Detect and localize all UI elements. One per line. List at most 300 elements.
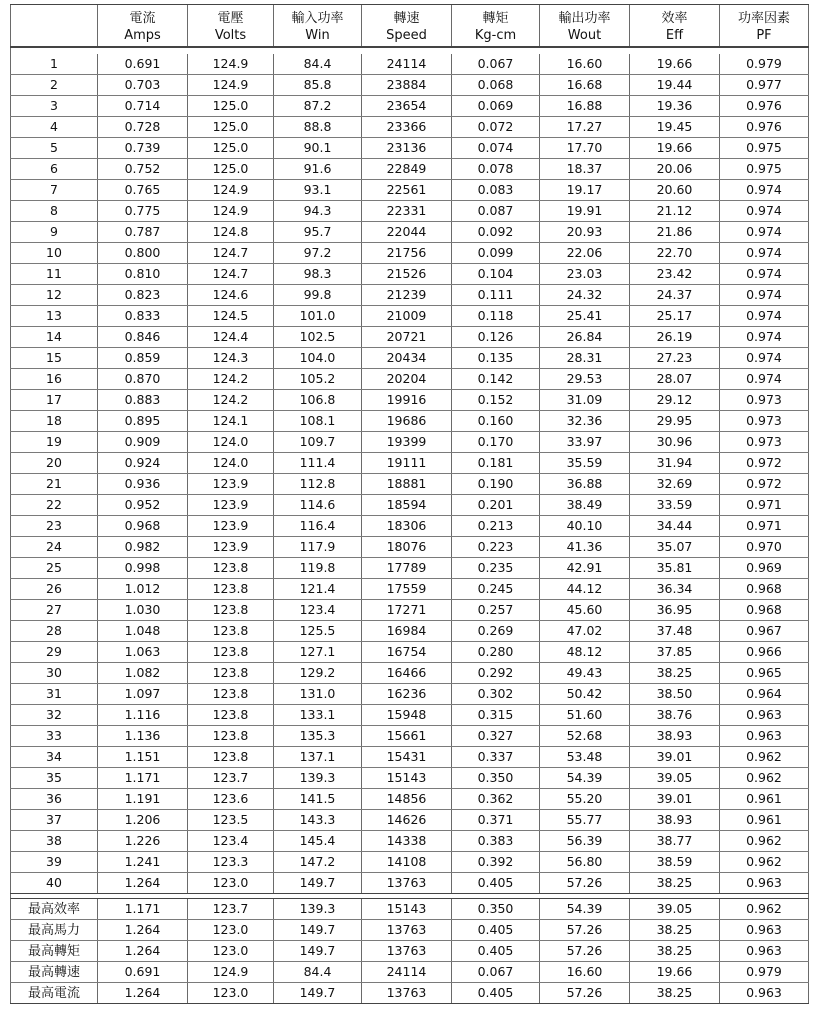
- table-row: [10, 516, 809, 537]
- table-cell: 14856: [362, 789, 452, 809]
- summary-cell: 38.25: [630, 983, 720, 1003]
- table-cell: 21239: [362, 285, 452, 305]
- table-cell: 0.968: [98, 516, 188, 536]
- header-en-label: PF: [756, 28, 772, 43]
- table-cell: 18881: [362, 474, 452, 494]
- table-row: [10, 726, 809, 747]
- summary-cell: 0.963: [720, 941, 809, 961]
- table-row: [10, 747, 809, 768]
- table-cell: 0.969: [720, 558, 809, 578]
- row-index: 32: [10, 705, 98, 725]
- row-index: 17: [10, 390, 98, 410]
- table-cell: 38.50: [630, 684, 720, 704]
- table-cell: 108.1: [274, 411, 362, 431]
- table-row: [10, 873, 809, 894]
- table-cell: 20721: [362, 327, 452, 347]
- summary-cell: 0.405: [452, 941, 540, 961]
- table-cell: 0.752: [98, 159, 188, 179]
- table-cell: 123.8: [188, 600, 274, 620]
- table-cell: 24114: [362, 54, 452, 74]
- table-cell: 0.087: [452, 201, 540, 221]
- table-cell: 123.0: [188, 873, 274, 893]
- table-cell: 28.31: [540, 348, 630, 368]
- table-cell: 101.0: [274, 306, 362, 326]
- table-cell: 1.206: [98, 810, 188, 830]
- summary-cell: 1.264: [98, 941, 188, 961]
- table-cell: 16.60: [540, 54, 630, 74]
- table-cell: 38.59: [630, 852, 720, 872]
- table-cell: 20204: [362, 369, 452, 389]
- table-cell: 99.8: [274, 285, 362, 305]
- table-row: [10, 180, 809, 201]
- table-cell: 0.963: [720, 726, 809, 746]
- table-cell: 121.4: [274, 579, 362, 599]
- table-cell: 21.12: [630, 201, 720, 221]
- table-cell: 49.43: [540, 663, 630, 683]
- table-cell: 0.961: [720, 789, 809, 809]
- header-zh-label: 效率: [661, 11, 688, 26]
- table-cell: 55.77: [540, 810, 630, 830]
- table-cell: 38.25: [630, 873, 720, 893]
- table-row: [10, 642, 809, 663]
- table-cell: 84.4: [274, 54, 362, 74]
- summary-cell: 54.39: [540, 899, 630, 919]
- summary-cell: 0.979: [720, 962, 809, 982]
- table-cell: 111.4: [274, 453, 362, 473]
- summary-row: [10, 941, 809, 962]
- table-cell: 94.3: [274, 201, 362, 221]
- summary-cell: 57.26: [540, 983, 630, 1003]
- table-cell: 0.104: [452, 264, 540, 284]
- table-cell: 0.961: [720, 810, 809, 830]
- table-cell: 0.975: [720, 138, 809, 158]
- table-cell: 123.7: [188, 768, 274, 788]
- table-cell: 53.48: [540, 747, 630, 767]
- table-cell: 1.191: [98, 789, 188, 809]
- table-cell: 16984: [362, 621, 452, 641]
- table-cell: 34.44: [630, 516, 720, 536]
- table-cell: 124.8: [188, 222, 274, 242]
- summary-label: 最高馬力: [10, 920, 98, 940]
- header-en-label: Kg-cm: [474, 28, 517, 43]
- table-cell: 56.39: [540, 831, 630, 851]
- table-cell: 124.9: [188, 201, 274, 221]
- summary-cell: 1.264: [98, 983, 188, 1003]
- row-index: 29: [10, 642, 98, 662]
- table-cell: 0.968: [720, 600, 809, 620]
- table-cell: 124.5: [188, 306, 274, 326]
- table-cell: 48.12: [540, 642, 630, 662]
- table-cell: 0.971: [720, 516, 809, 536]
- summary-cell: 123.7: [188, 899, 274, 919]
- table-cell: 16236: [362, 684, 452, 704]
- table-cell: 1.063: [98, 642, 188, 662]
- table-cell: 1.226: [98, 831, 188, 851]
- table-row: [10, 432, 809, 453]
- row-index: 16: [10, 369, 98, 389]
- row-index: 24: [10, 537, 98, 557]
- table-cell: 0.160: [452, 411, 540, 431]
- table-cell: 38.76: [630, 705, 720, 725]
- table-cell: 17.27: [540, 117, 630, 137]
- table-row: [10, 390, 809, 411]
- table-cell: 1.048: [98, 621, 188, 641]
- table-cell: 0.998: [98, 558, 188, 578]
- table-row: [10, 705, 809, 726]
- table-row: [10, 537, 809, 558]
- table-cell: 15431: [362, 747, 452, 767]
- table-cell: 0.691: [98, 54, 188, 74]
- table-cell: 91.6: [274, 159, 362, 179]
- table-cell: 0.405: [452, 873, 540, 893]
- table-cell: 0.714: [98, 96, 188, 116]
- table-cell: 0.787: [98, 222, 188, 242]
- table-cell: 0.213: [452, 516, 540, 536]
- table-cell: 0.833: [98, 306, 188, 326]
- table-row: [10, 621, 809, 642]
- table-row: [10, 789, 809, 810]
- table-cell: 19.66: [630, 54, 720, 74]
- summary-cell: 84.4: [274, 962, 362, 982]
- table-cell: 149.7: [274, 873, 362, 893]
- header-zh-label: 輸入功率: [291, 11, 344, 26]
- table-cell: 0.350: [452, 768, 540, 788]
- row-index: 7: [10, 180, 98, 200]
- table-row: [10, 327, 809, 348]
- table-cell: 119.8: [274, 558, 362, 578]
- table-row: [10, 411, 809, 432]
- table-cell: 0.292: [452, 663, 540, 683]
- table-cell: 0.974: [720, 285, 809, 305]
- table-row: [10, 306, 809, 327]
- table-cell: 0.118: [452, 306, 540, 326]
- table-cell: 0.962: [720, 852, 809, 872]
- table-cell: 0.973: [720, 432, 809, 452]
- row-index: 23: [10, 516, 98, 536]
- table-cell: 0.371: [452, 810, 540, 830]
- summary-cell: 123.0: [188, 941, 274, 961]
- table-cell: 20.06: [630, 159, 720, 179]
- table-cell: 137.1: [274, 747, 362, 767]
- table-cell: 38.25: [630, 663, 720, 683]
- table-cell: 22.70: [630, 243, 720, 263]
- table-cell: 0.973: [720, 390, 809, 410]
- table-cell: 23.42: [630, 264, 720, 284]
- table-cell: 32.69: [630, 474, 720, 494]
- table-cell: 124.9: [188, 180, 274, 200]
- table-cell: 123.8: [188, 579, 274, 599]
- table-cell: 147.2: [274, 852, 362, 872]
- table-cell: 19.91: [540, 201, 630, 221]
- summary-label: 最高電流: [10, 983, 98, 1003]
- table-cell: 17789: [362, 558, 452, 578]
- row-index: 33: [10, 726, 98, 746]
- table-row: [10, 600, 809, 621]
- table-cell: 24.37: [630, 285, 720, 305]
- summary-cell: 1.264: [98, 920, 188, 940]
- table-cell: 0.909: [98, 432, 188, 452]
- table-cell: 20.60: [630, 180, 720, 200]
- table-cell: 38.93: [630, 726, 720, 746]
- table-cell: 124.0: [188, 432, 274, 452]
- table-cell: 0.223: [452, 537, 540, 557]
- row-index: 27: [10, 600, 98, 620]
- table-cell: 14338: [362, 831, 452, 851]
- table-cell: 124.9: [188, 75, 274, 95]
- row-index: 20: [10, 453, 98, 473]
- table-cell: 139.3: [274, 768, 362, 788]
- header-col-6: [540, 5, 630, 46]
- table-cell: 21526: [362, 264, 452, 284]
- table-cell: 123.9: [188, 516, 274, 536]
- table-cell: 0.126: [452, 327, 540, 347]
- table-cell: 105.2: [274, 369, 362, 389]
- table-cell: 39.01: [630, 747, 720, 767]
- table-cell: 18076: [362, 537, 452, 557]
- row-index: 10: [10, 243, 98, 263]
- table-cell: 97.2: [274, 243, 362, 263]
- table-cell: 0.859: [98, 348, 188, 368]
- summary-cell: 0.067: [452, 962, 540, 982]
- row-index: 37: [10, 810, 98, 830]
- table-cell: 123.8: [188, 684, 274, 704]
- table-cell: 123.8: [188, 558, 274, 578]
- table-cell: 0.974: [720, 201, 809, 221]
- summary-cell: 13763: [362, 941, 452, 961]
- table-row: [10, 285, 809, 306]
- table-cell: 27.23: [630, 348, 720, 368]
- table-cell: 124.2: [188, 390, 274, 410]
- summary-cell: 38.25: [630, 920, 720, 940]
- table-cell: 124.3: [188, 348, 274, 368]
- motor-performance-table: [10, 4, 809, 1004]
- table-cell: 23136: [362, 138, 452, 158]
- table-cell: 22849: [362, 159, 452, 179]
- table-cell: 33.59: [630, 495, 720, 515]
- table-cell: 135.3: [274, 726, 362, 746]
- table-cell: 123.8: [188, 726, 274, 746]
- row-index: 25: [10, 558, 98, 578]
- table-cell: 131.0: [274, 684, 362, 704]
- table-cell: 17559: [362, 579, 452, 599]
- table-cell: 0.975: [720, 159, 809, 179]
- table-cell: 123.8: [188, 642, 274, 662]
- table-cell: 17271: [362, 600, 452, 620]
- table-cell: 0.962: [720, 768, 809, 788]
- summary-cell: 13763: [362, 983, 452, 1003]
- table-cell: 45.60: [540, 600, 630, 620]
- table-cell: 0.870: [98, 369, 188, 389]
- table-row: [10, 495, 809, 516]
- table-cell: 19399: [362, 432, 452, 452]
- summary-cell: 15143: [362, 899, 452, 919]
- row-index: 30: [10, 663, 98, 683]
- table-row: [10, 810, 809, 831]
- table-cell: 0.974: [720, 369, 809, 389]
- table-cell: 29.12: [630, 390, 720, 410]
- table-cell: 35.59: [540, 453, 630, 473]
- table-cell: 93.1: [274, 180, 362, 200]
- table-cell: 1.097: [98, 684, 188, 704]
- summary-row: [10, 920, 809, 941]
- table-cell: 0.979: [720, 54, 809, 74]
- table-cell: 44.12: [540, 579, 630, 599]
- table-cell: 1.264: [98, 873, 188, 893]
- table-cell: 1.241: [98, 852, 188, 872]
- table-cell: 0.111: [452, 285, 540, 305]
- table-cell: 0.936: [98, 474, 188, 494]
- table-cell: 0.974: [720, 180, 809, 200]
- summary-label: 最高效率: [10, 899, 98, 919]
- summary-rows: [10, 899, 809, 1004]
- table-cell: 0.235: [452, 558, 540, 578]
- table-cell: 21009: [362, 306, 452, 326]
- table-cell: 0.257: [452, 600, 540, 620]
- table-cell: 36.34: [630, 579, 720, 599]
- table-cell: 88.8: [274, 117, 362, 137]
- summary-row: [10, 899, 809, 920]
- table-row: [10, 264, 809, 285]
- table-cell: 55.20: [540, 789, 630, 809]
- header-zh-label: 電壓: [217, 11, 244, 26]
- header-index: [10, 5, 98, 46]
- header-col-2: [188, 5, 274, 46]
- table-cell: 0.775: [98, 201, 188, 221]
- table-cell: 0.074: [452, 138, 540, 158]
- table-cell: 0.072: [452, 117, 540, 137]
- table-cell: 47.02: [540, 621, 630, 641]
- row-index: 13: [10, 306, 98, 326]
- table-cell: 123.9: [188, 495, 274, 515]
- table-cell: 57.26: [540, 873, 630, 893]
- table-cell: 22044: [362, 222, 452, 242]
- table-cell: 13763: [362, 873, 452, 893]
- table-cell: 124.7: [188, 264, 274, 284]
- table-cell: 124.0: [188, 453, 274, 473]
- row-index: 21: [10, 474, 98, 494]
- table-cell: 0.952: [98, 495, 188, 515]
- header-en-label: Eff: [665, 28, 684, 43]
- summary-cell: 38.25: [630, 941, 720, 961]
- table-cell: 104.0: [274, 348, 362, 368]
- table-cell: 19.36: [630, 96, 720, 116]
- row-index: 4: [10, 117, 98, 137]
- table-cell: 50.42: [540, 684, 630, 704]
- header-en-label: Volts: [214, 28, 247, 43]
- summary-cell: 0.350: [452, 899, 540, 919]
- table-cell: 0.963: [720, 705, 809, 725]
- table-cell: 0.302: [452, 684, 540, 704]
- table-cell: 52.68: [540, 726, 630, 746]
- table-cell: 51.60: [540, 705, 630, 725]
- table-cell: 19.66: [630, 138, 720, 158]
- table-cell: 18.37: [540, 159, 630, 179]
- table-cell: 37.48: [630, 621, 720, 641]
- table-cell: 0.846: [98, 327, 188, 347]
- table-cell: 1.030: [98, 600, 188, 620]
- table-cell: 14626: [362, 810, 452, 830]
- row-index: 31: [10, 684, 98, 704]
- table-row: [10, 831, 809, 852]
- header-col-8: [720, 5, 809, 46]
- table-cell: 28.07: [630, 369, 720, 389]
- table-row: [10, 117, 809, 138]
- summary-row: [10, 962, 809, 983]
- table-cell: 0.970: [720, 537, 809, 557]
- table-row: [10, 75, 809, 96]
- table-cell: 1.082: [98, 663, 188, 683]
- table-cell: 54.39: [540, 768, 630, 788]
- table-cell: 14108: [362, 852, 452, 872]
- table-cell: 23654: [362, 96, 452, 116]
- header-en-label: Win: [305, 28, 330, 43]
- table-cell: 0.245: [452, 579, 540, 599]
- table-cell: 145.4: [274, 831, 362, 851]
- table-cell: 0.974: [720, 348, 809, 368]
- header-zh-label: 轉速: [393, 11, 420, 26]
- table-row: [10, 159, 809, 180]
- table-cell: 123.4: [188, 831, 274, 851]
- summary-cell: 0.963: [720, 983, 809, 1003]
- table-cell: 19916: [362, 390, 452, 410]
- table-cell: 31.09: [540, 390, 630, 410]
- summary-cell: 123.0: [188, 920, 274, 940]
- table-cell: 0.142: [452, 369, 540, 389]
- table-row: [10, 96, 809, 117]
- row-index: 18: [10, 411, 98, 431]
- table-cell: 41.36: [540, 537, 630, 557]
- summary-cell: 13763: [362, 920, 452, 940]
- table-cell: 0.067: [452, 54, 540, 74]
- table-cell: 0.327: [452, 726, 540, 746]
- table-cell: 29.95: [630, 411, 720, 431]
- table-cell: 0.974: [720, 327, 809, 347]
- table-row: [10, 243, 809, 264]
- table-cell: 18306: [362, 516, 452, 536]
- table-cell: 125.0: [188, 96, 274, 116]
- table-cell: 123.4: [274, 600, 362, 620]
- table-cell: 38.93: [630, 810, 720, 830]
- table-cell: 98.3: [274, 264, 362, 284]
- table-cell: 31.94: [630, 453, 720, 473]
- table-cell: 0.728: [98, 117, 188, 137]
- header-en-label: Amps: [124, 28, 161, 43]
- table-cell: 15661: [362, 726, 452, 746]
- table-cell: 22.06: [540, 243, 630, 263]
- table-cell: 85.8: [274, 75, 362, 95]
- table-cell: 0.181: [452, 453, 540, 473]
- table-cell: 117.9: [274, 537, 362, 557]
- table-cell: 127.1: [274, 642, 362, 662]
- summary-row: [10, 983, 809, 1004]
- summary-cell: 139.3: [274, 899, 362, 919]
- table-cell: 114.6: [274, 495, 362, 515]
- row-index: 14: [10, 327, 98, 347]
- row-index: 39: [10, 852, 98, 872]
- table-cell: 0.362: [452, 789, 540, 809]
- summary-cell: 0.405: [452, 983, 540, 1003]
- table-cell: 123.5: [188, 810, 274, 830]
- table-cell: 22331: [362, 201, 452, 221]
- row-index: 22: [10, 495, 98, 515]
- header-en-label: Speed: [386, 28, 427, 43]
- table-cell: 124.2: [188, 369, 274, 389]
- table-cell: 0.972: [720, 474, 809, 494]
- table-cell: 20434: [362, 348, 452, 368]
- table-cell: 0.971: [720, 495, 809, 515]
- table-row: [10, 222, 809, 243]
- summary-cell: 24114: [362, 962, 452, 982]
